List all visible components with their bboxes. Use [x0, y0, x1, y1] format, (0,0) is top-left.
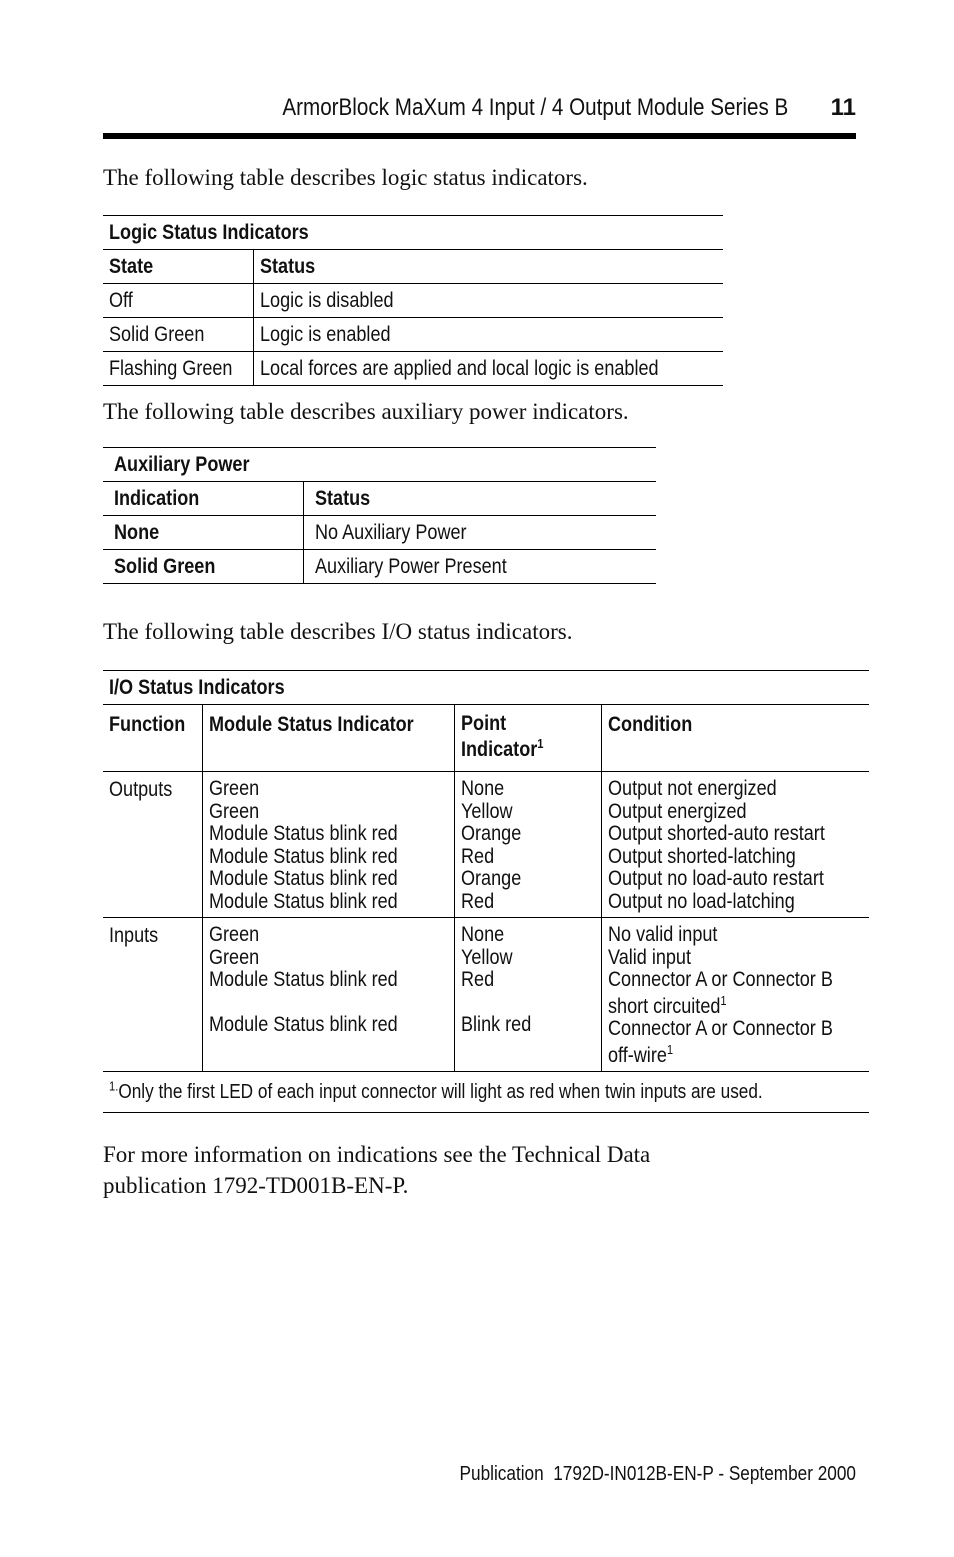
column-header-module-status: Module Status Indicator — [209, 713, 415, 736]
page-header — [103, 94, 856, 124]
column-header-status: Status — [315, 487, 371, 510]
header-title: ArmorBlock MaXum 4 Input / 4 Output Module Series B — [282, 94, 788, 121]
header-rule — [103, 133, 856, 139]
point-indicator-value: Blink red — [460, 1013, 531, 1036]
module-status-value: Green — [209, 799, 260, 823]
table-header-row — [103, 482, 656, 516]
aux-intro-text: The following table describes auxiliary power indicators. — [103, 399, 629, 424]
condition-value: Output not energized — [607, 777, 777, 800]
table-footnote-row — [103, 1072, 869, 1113]
table-cell: Solid Green — [114, 555, 216, 578]
condition-value: Output no load-latching — [607, 889, 795, 913]
spacer — [209, 992, 453, 1015]
module-status-value: Module Status blink red — [209, 822, 399, 845]
table-cell: Auxiliary Power Present — [315, 555, 507, 578]
table-row — [103, 550, 656, 584]
table-cell: Logic is enabled — [259, 323, 391, 346]
condition-value — [607, 1041, 833, 1068]
auxiliary-power-table — [103, 447, 656, 584]
table-caption-row — [103, 671, 869, 705]
table-caption-row — [103, 216, 723, 250]
table-caption: I/O Status Indicators — [109, 676, 285, 699]
footnote-marker: 1 — [720, 992, 727, 1008]
publication-footer: Publication 1792D-IN012B-EN-P - September 2000 — [459, 1463, 856, 1485]
footnote-text: Only the first LED of each input connector will light as red when twin inputs are used. — [118, 1081, 763, 1103]
footnote-marker: 1 — [666, 1041, 673, 1057]
point-indicator-value: None — [460, 923, 504, 946]
table-caption: Auxiliary Power — [114, 453, 250, 476]
spacer — [461, 992, 601, 1015]
point-indicator-value: None — [460, 777, 504, 800]
column-header-indication: Indication — [114, 487, 200, 510]
closing-line: publication 1792-TD001B-EN-P. — [103, 1173, 409, 1198]
table-footnote — [109, 1072, 763, 1112]
column-header-point-text: Indicator — [460, 738, 537, 761]
condition-value: No valid input — [607, 923, 718, 946]
point-indicator-value: Yellow — [460, 799, 513, 823]
point-indicator-value: Red — [460, 968, 494, 991]
condition-value: Output energized — [607, 799, 747, 823]
module-status-value: Module Status blink red — [209, 867, 399, 890]
column-header-condition: Condition — [607, 713, 692, 736]
module-status-value: Green — [209, 923, 260, 946]
condition-text: short circuited — [607, 994, 721, 1018]
column-header-status: Status — [259, 255, 315, 278]
footnote-mark: 1. — [109, 1078, 119, 1094]
table-caption: Logic Status Indicators — [109, 221, 309, 244]
table-cell: Off — [109, 289, 133, 312]
table-cell: Local forces are applied and local logic is enabled — [259, 357, 659, 380]
module-status-value: Green — [209, 945, 260, 969]
condition-text: off-wire — [607, 1043, 667, 1067]
module-status-value: Green — [209, 777, 260, 800]
point-indicator-value: Red — [460, 889, 494, 913]
column-header-point-line1: Point — [460, 712, 506, 735]
point-indicator-value: Orange — [460, 867, 521, 890]
function-cell: Inputs — [109, 924, 159, 947]
point-indicator-value: Orange — [460, 822, 521, 845]
io-status-table — [103, 670, 869, 1113]
function-cell: Outputs — [109, 778, 173, 801]
column-header-point-line2 — [461, 737, 581, 763]
table-row — [103, 516, 656, 550]
condition-value: Output shorted-auto restart — [607, 822, 825, 845]
table-cell: None — [114, 521, 160, 544]
module-status-value: Module Status blink red — [209, 968, 399, 991]
table-header-row — [103, 250, 723, 284]
logic-intro-text: The following table describes logic status indicators. — [103, 165, 588, 190]
condition-value: Output shorted-latching — [607, 844, 796, 868]
table-row-inputs — [103, 918, 869, 1072]
table-row — [103, 352, 723, 386]
module-status-value: Module Status blink red — [209, 1013, 399, 1036]
table-row-outputs — [103, 772, 869, 918]
table-caption-row — [103, 448, 656, 482]
module-status-value: Module Status blink red — [209, 889, 399, 913]
io-intro-text: The following table describes I/O status indicators. — [103, 619, 573, 644]
condition-value: Connector A or Connector B — [607, 1017, 833, 1040]
condition-value: Output no load-auto restart — [607, 867, 824, 890]
column-header-state: State — [109, 255, 154, 278]
closing-paragraph — [103, 1139, 803, 1201]
page-number: 11 — [830, 94, 856, 121]
table-row — [103, 284, 723, 318]
condition-value: Connector A or Connector B — [607, 968, 833, 991]
point-indicator-value: Red — [460, 844, 494, 868]
footnote-marker: 1 — [536, 736, 544, 751]
logic-status-table — [103, 215, 723, 386]
table-cell: Flashing Green — [109, 357, 233, 380]
condition-value: Valid input — [607, 945, 691, 969]
closing-line: For more information on indications see the Technical Data — [103, 1142, 651, 1167]
point-indicator-value: Yellow — [460, 945, 513, 969]
table-row — [103, 318, 723, 352]
condition-value — [607, 992, 833, 1019]
table-header-row — [103, 705, 869, 772]
table-cell: No Auxiliary Power — [315, 521, 467, 544]
module-status-value: Module Status blink red — [209, 844, 399, 868]
table-cell: Solid Green — [109, 323, 205, 346]
table-cell: Logic is disabled — [259, 289, 394, 312]
column-header-function: Function — [109, 713, 186, 736]
